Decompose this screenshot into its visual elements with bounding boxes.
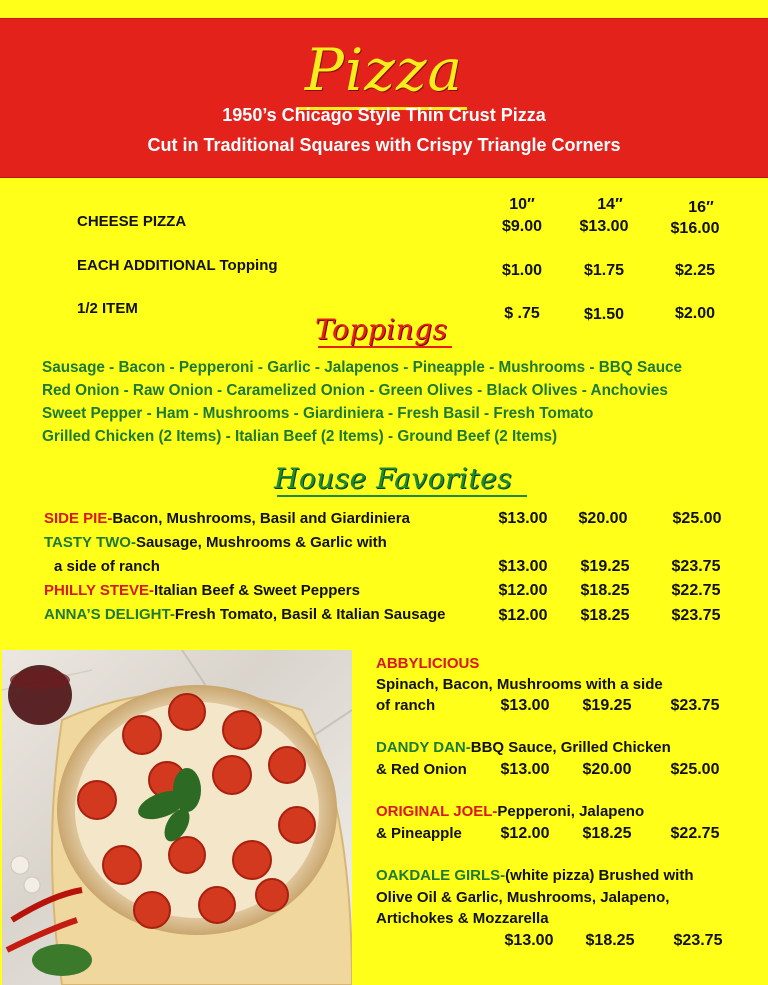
special-name: OAKDALE GIRLS- <box>376 867 506 884</box>
item-price-14: $18.25 <box>580 582 630 599</box>
item-price-10: $13.00 <box>498 510 548 527</box>
item-desc-line2: a side of ranch <box>54 558 160 575</box>
special-price-10: $13.00 <box>504 932 554 949</box>
special-price-10: $13.00 <box>500 761 550 778</box>
toppings-underline <box>318 346 452 348</box>
house-underline <box>277 495 527 497</box>
special-desc: BBQ Sauce, Grilled Chicken <box>470 739 671 756</box>
special-desc: Olive Oil & Garlic, Mushrooms, Jalapeno, <box>376 889 670 906</box>
item-price-16: $22.75 <box>671 582 721 599</box>
item-price-10: $12.00 <box>498 582 548 599</box>
cheese-pizza-label: CHEESE PIZZA <box>77 213 187 230</box>
cheese-price-14: $13.00 <box>579 218 629 235</box>
special-item <box>376 739 671 756</box>
special-item <box>376 867 694 884</box>
special-price-16: $25.00 <box>670 761 720 778</box>
special-desc: & Pineapple <box>376 825 462 842</box>
pizza-photo <box>2 650 352 985</box>
special-price-14: $18.25 <box>585 932 635 949</box>
toppings-heading: Toppings <box>315 313 448 346</box>
item-price-16: $23.75 <box>671 558 721 575</box>
header-banner <box>0 18 768 178</box>
special-price-14: $18.25 <box>582 825 632 842</box>
toppings-line: Sweet Pepper - Ham - Mushrooms - Giardiniera - Fresh Basil - Fresh Tomato <box>42 405 594 422</box>
item-price-10: $12.00 <box>498 607 548 624</box>
house-item <box>44 606 445 623</box>
special-desc: Spinach, Bacon, Mushrooms with a side <box>376 676 663 693</box>
special-price-16: $22.75 <box>670 825 720 842</box>
item-price-14: $20.00 <box>578 510 628 527</box>
special-name: ABBYLICIOUS <box>376 655 480 672</box>
special-desc: of ranch <box>376 697 436 714</box>
subtitle-style: 1950’s Chicago Style Thin Crust Pizza <box>222 105 546 125</box>
toppings-line: Grilled Chicken (2 Items) - Italian Beef (2 Items) - Ground Beef (2 Items) <box>42 428 558 445</box>
item-desc: Sausage, Mushrooms & Garlic with <box>135 534 387 551</box>
item-price-10: $13.00 <box>498 558 548 575</box>
item-desc: Bacon, Mushrooms, Basil and Giardiniera <box>112 510 410 527</box>
pizza-illustration <box>2 650 352 985</box>
half-price-10: $ .75 <box>504 305 540 322</box>
topping-price-10: $1.00 <box>501 262 543 279</box>
size-16-header: 16″ <box>688 199 714 216</box>
cheese-price-16: $16.00 <box>670 220 720 237</box>
house-favorites-heading: House Favorites <box>274 462 513 495</box>
special-price-14: $19.25 <box>582 697 632 714</box>
toppings-line: Red Onion - Raw Onion - Caramelized Onion - Green Olives - Black Olives - Anchovies <box>42 382 668 399</box>
special-desc: Artichokes & Mozzarella <box>376 910 549 927</box>
special-price-14: $20.00 <box>582 761 632 778</box>
size-14-header: 14″ <box>597 196 623 213</box>
half-price-14: $1.50 <box>583 306 625 323</box>
half-item-label: 1/2 ITEM <box>77 300 138 317</box>
topping-price-16: $2.25 <box>674 262 716 279</box>
item-price-14: $18.25 <box>580 607 630 624</box>
subtitle-cut: Cut in Traditional Squares with Crispy Triangle Corners <box>147 135 621 155</box>
cheese-price-10: $9.00 <box>501 218 543 235</box>
special-desc: Pepperoni, Jalapeno <box>497 803 645 820</box>
item-price-16: $23.75 <box>671 607 721 624</box>
house-item <box>44 534 387 551</box>
item-desc: Fresh Tomato, Basil & Italian Sausage <box>174 606 446 623</box>
special-price-16: $23.75 <box>673 932 723 949</box>
special-name: DANDY DAN- <box>376 739 471 756</box>
special-price-10: $13.00 <box>500 697 550 714</box>
additional-topping-label: EACH ADDITIONAL Topping <box>77 257 278 274</box>
topping-price-14: $1.75 <box>583 262 625 279</box>
item-name: ANNA’S DELIGHT- <box>44 606 175 623</box>
size-10-header: 10″ <box>509 196 535 213</box>
special-price-10: $12.00 <box>500 825 550 842</box>
item-name: SIDE PIE- <box>44 510 113 527</box>
item-desc: Italian Beef & Sweet Peppers <box>154 582 360 599</box>
toppings-list <box>42 356 742 448</box>
half-price-16: $2.00 <box>674 305 716 322</box>
house-item <box>44 510 410 527</box>
special-desc: & Red Onion <box>376 761 467 778</box>
special-name: ORIGINAL JOEL- <box>376 803 498 820</box>
page-title: Pizza <box>304 36 464 104</box>
house-item <box>44 582 360 599</box>
herb-sprig <box>32 944 92 976</box>
item-price-16: $25.00 <box>672 510 722 527</box>
garlic-clove <box>11 856 29 874</box>
item-name: PHILLY STEVE- <box>44 582 155 599</box>
item-name: TASTY TWO- <box>44 534 136 551</box>
special-item <box>376 803 644 820</box>
special-desc: (white pizza) Brushed with <box>505 867 694 884</box>
special-price-16: $23.75 <box>670 697 720 714</box>
item-price-14: $19.25 <box>580 558 630 575</box>
toppings-line: Sausage - Bacon - Pepperoni - Garlic - Jalapenos - Pineapple - Mushrooms - BBQ Sauce <box>42 359 683 376</box>
